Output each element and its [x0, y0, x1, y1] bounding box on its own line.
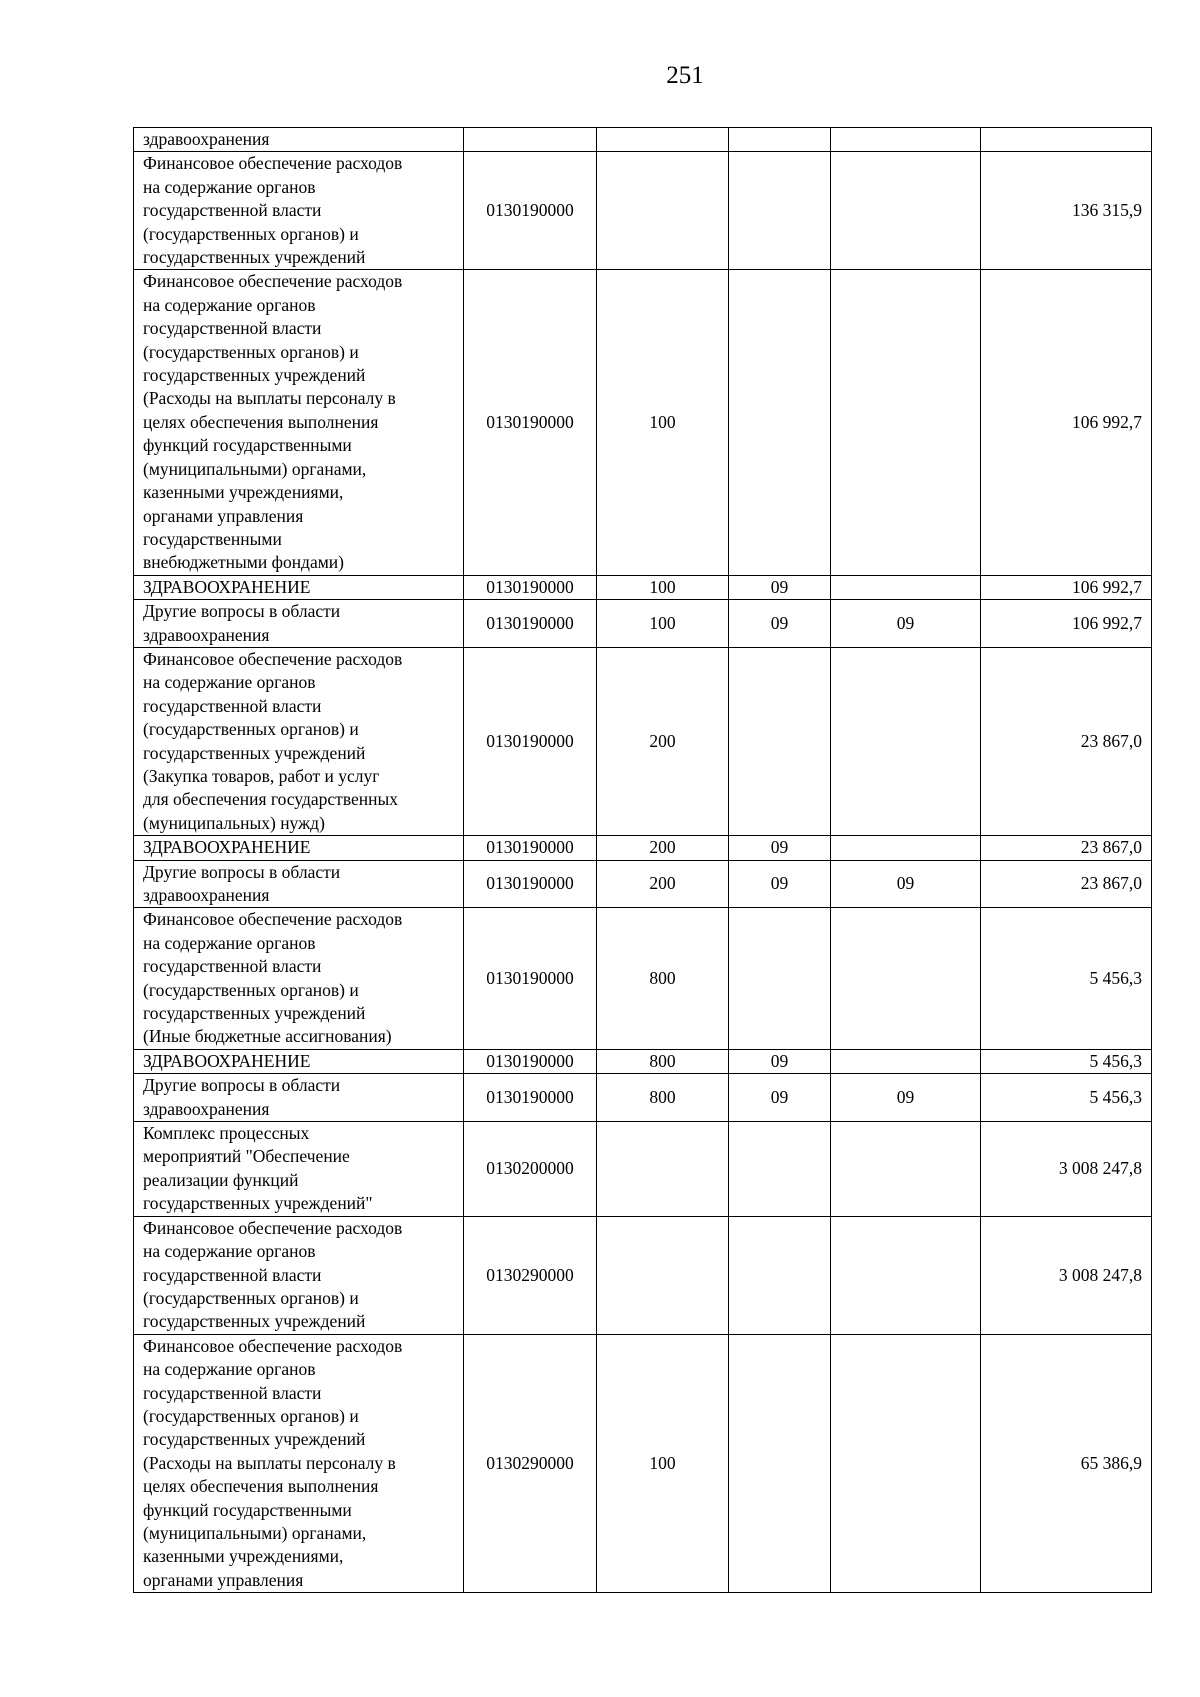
row-name: Другие вопросы в области здравоохранения [134, 1074, 464, 1122]
table-row [134, 836, 1152, 860]
row-amount: 23 867,0 [981, 836, 1152, 860]
row-name: Финансовое обеспечение расходов на содержание органов государственной власти (государственных органов) и государственных учреждений (Закупка товаров, работ и услуг для обеспечения государственных (муниципальных) нужд) [134, 647, 464, 835]
row-expense-type [597, 128, 729, 152]
table-row [134, 1216, 1152, 1334]
row-section [729, 128, 831, 152]
row-name: Комплекс процессных мероприятий "Обеспечение реализации функций государственных учреждений" [134, 1122, 464, 1217]
row-target-code: 0130190000 [464, 1074, 597, 1122]
table-row [134, 1334, 1152, 1592]
row-section: 09 [729, 600, 831, 648]
row-amount: 3 008 247,8 [981, 1216, 1152, 1334]
row-target-code: 0130190000 [464, 908, 597, 1049]
row-target-code [464, 128, 597, 152]
row-subsection [831, 908, 981, 1049]
table-row [134, 1122, 1152, 1217]
row-target-code: 0130190000 [464, 270, 597, 575]
row-amount: 5 456,3 [981, 908, 1152, 1049]
row-target-code: 0130190000 [464, 152, 597, 270]
row-name: Финансовое обеспечение расходов на содержание органов государственной власти (государственных органов) и государственных учреждений [134, 152, 464, 270]
row-name: ЗДРАВООХРАНЕНИЕ [134, 1049, 464, 1073]
row-section: 09 [729, 860, 831, 908]
row-amount: 106 992,7 [981, 600, 1152, 648]
table-row [134, 600, 1152, 648]
row-expense-type: 800 [597, 908, 729, 1049]
budget-table [133, 127, 1152, 1593]
table-row [134, 575, 1152, 599]
row-section [729, 908, 831, 1049]
row-amount: 23 867,0 [981, 647, 1152, 835]
row-amount: 3 008 247,8 [981, 1122, 1152, 1217]
row-amount: 23 867,0 [981, 860, 1152, 908]
row-amount: 65 386,9 [981, 1334, 1152, 1592]
row-amount: 106 992,7 [981, 270, 1152, 575]
row-amount [981, 128, 1152, 152]
table-row [134, 647, 1152, 835]
table-row [134, 1074, 1152, 1122]
budget-table-body [134, 128, 1152, 1593]
row-subsection [831, 1216, 981, 1334]
row-name: ЗДРАВООХРАНЕНИЕ [134, 575, 464, 599]
row-target-code: 0130190000 [464, 836, 597, 860]
row-expense-type: 100 [597, 1334, 729, 1592]
row-target-code: 0130190000 [464, 600, 597, 648]
row-amount: 5 456,3 [981, 1074, 1152, 1122]
row-subsection [831, 270, 981, 575]
row-expense-type: 800 [597, 1049, 729, 1073]
row-subsection [831, 836, 981, 860]
table-row [134, 908, 1152, 1049]
row-amount: 5 456,3 [981, 1049, 1152, 1073]
row-subsection [831, 152, 981, 270]
row-target-code: 0130190000 [464, 860, 597, 908]
row-expense-type: 200 [597, 836, 729, 860]
row-target-code: 0130290000 [464, 1216, 597, 1334]
row-section [729, 647, 831, 835]
page-number: 251 [666, 62, 704, 89]
row-subsection [831, 1334, 981, 1592]
row-target-code: 0130190000 [464, 647, 597, 835]
row-expense-type: 800 [597, 1074, 729, 1122]
row-section [729, 152, 831, 270]
row-expense-type [597, 1122, 729, 1217]
row-subsection: 09 [831, 600, 981, 648]
row-name: Другие вопросы в области здравоохранения [134, 600, 464, 648]
table-row [134, 1049, 1152, 1073]
row-section [729, 1334, 831, 1592]
row-name: Финансовое обеспечение расходов на содержание органов государственной власти (государственных органов) и государственных учреждений (Расходы на выплаты персоналу в целях обеспечения выполнения функций государственными (муниципальными) органами, казенными учреждениями, органами управления [134, 1334, 464, 1592]
row-section: 09 [729, 1049, 831, 1073]
row-expense-type: 100 [597, 270, 729, 575]
row-target-code: 0130200000 [464, 1122, 597, 1217]
row-subsection [831, 128, 981, 152]
row-name: Другие вопросы в области здравоохранения [134, 860, 464, 908]
row-name: ЗДРАВООХРАНЕНИЕ [134, 836, 464, 860]
row-name: Финансовое обеспечение расходов на содержание органов государственной власти (государственных органов) и государственных учреждений [134, 1216, 464, 1334]
row-expense-type: 100 [597, 600, 729, 648]
row-section: 09 [729, 575, 831, 599]
row-subsection [831, 575, 981, 599]
row-expense-type [597, 152, 729, 270]
row-section [729, 1122, 831, 1217]
row-name: Финансовое обеспечение расходов на содержание органов государственной власти (государственных органов) и государственных учреждений (Расходы на выплаты персоналу в целях обеспечения выполнения функций государственными (муниципальными) органами, казенными учреждениями, органами управления государственными внебюджетными фондами) [134, 270, 464, 575]
row-section: 09 [729, 1074, 831, 1122]
row-amount: 106 992,7 [981, 575, 1152, 599]
row-target-code: 0130290000 [464, 1334, 597, 1592]
table-row [134, 152, 1152, 270]
row-name: Финансовое обеспечение расходов на содержание органов государственной власти (государственных органов) и государственных учреждений (Иные бюджетные ассигнования) [134, 908, 464, 1049]
row-expense-type: 200 [597, 647, 729, 835]
row-expense-type: 100 [597, 575, 729, 599]
row-subsection [831, 1122, 981, 1217]
row-subsection [831, 647, 981, 835]
row-expense-type: 200 [597, 860, 729, 908]
table-row [134, 270, 1152, 575]
row-target-code: 0130190000 [464, 575, 597, 599]
row-name: здравоохранения [134, 128, 464, 152]
row-target-code: 0130190000 [464, 1049, 597, 1073]
row-section [729, 270, 831, 575]
row-subsection [831, 1049, 981, 1073]
row-expense-type [597, 1216, 729, 1334]
row-amount: 136 315,9 [981, 152, 1152, 270]
row-section: 09 [729, 836, 831, 860]
table-row [134, 860, 1152, 908]
row-subsection: 09 [831, 1074, 981, 1122]
row-section [729, 1216, 831, 1334]
row-subsection: 09 [831, 860, 981, 908]
table-row [134, 128, 1152, 152]
